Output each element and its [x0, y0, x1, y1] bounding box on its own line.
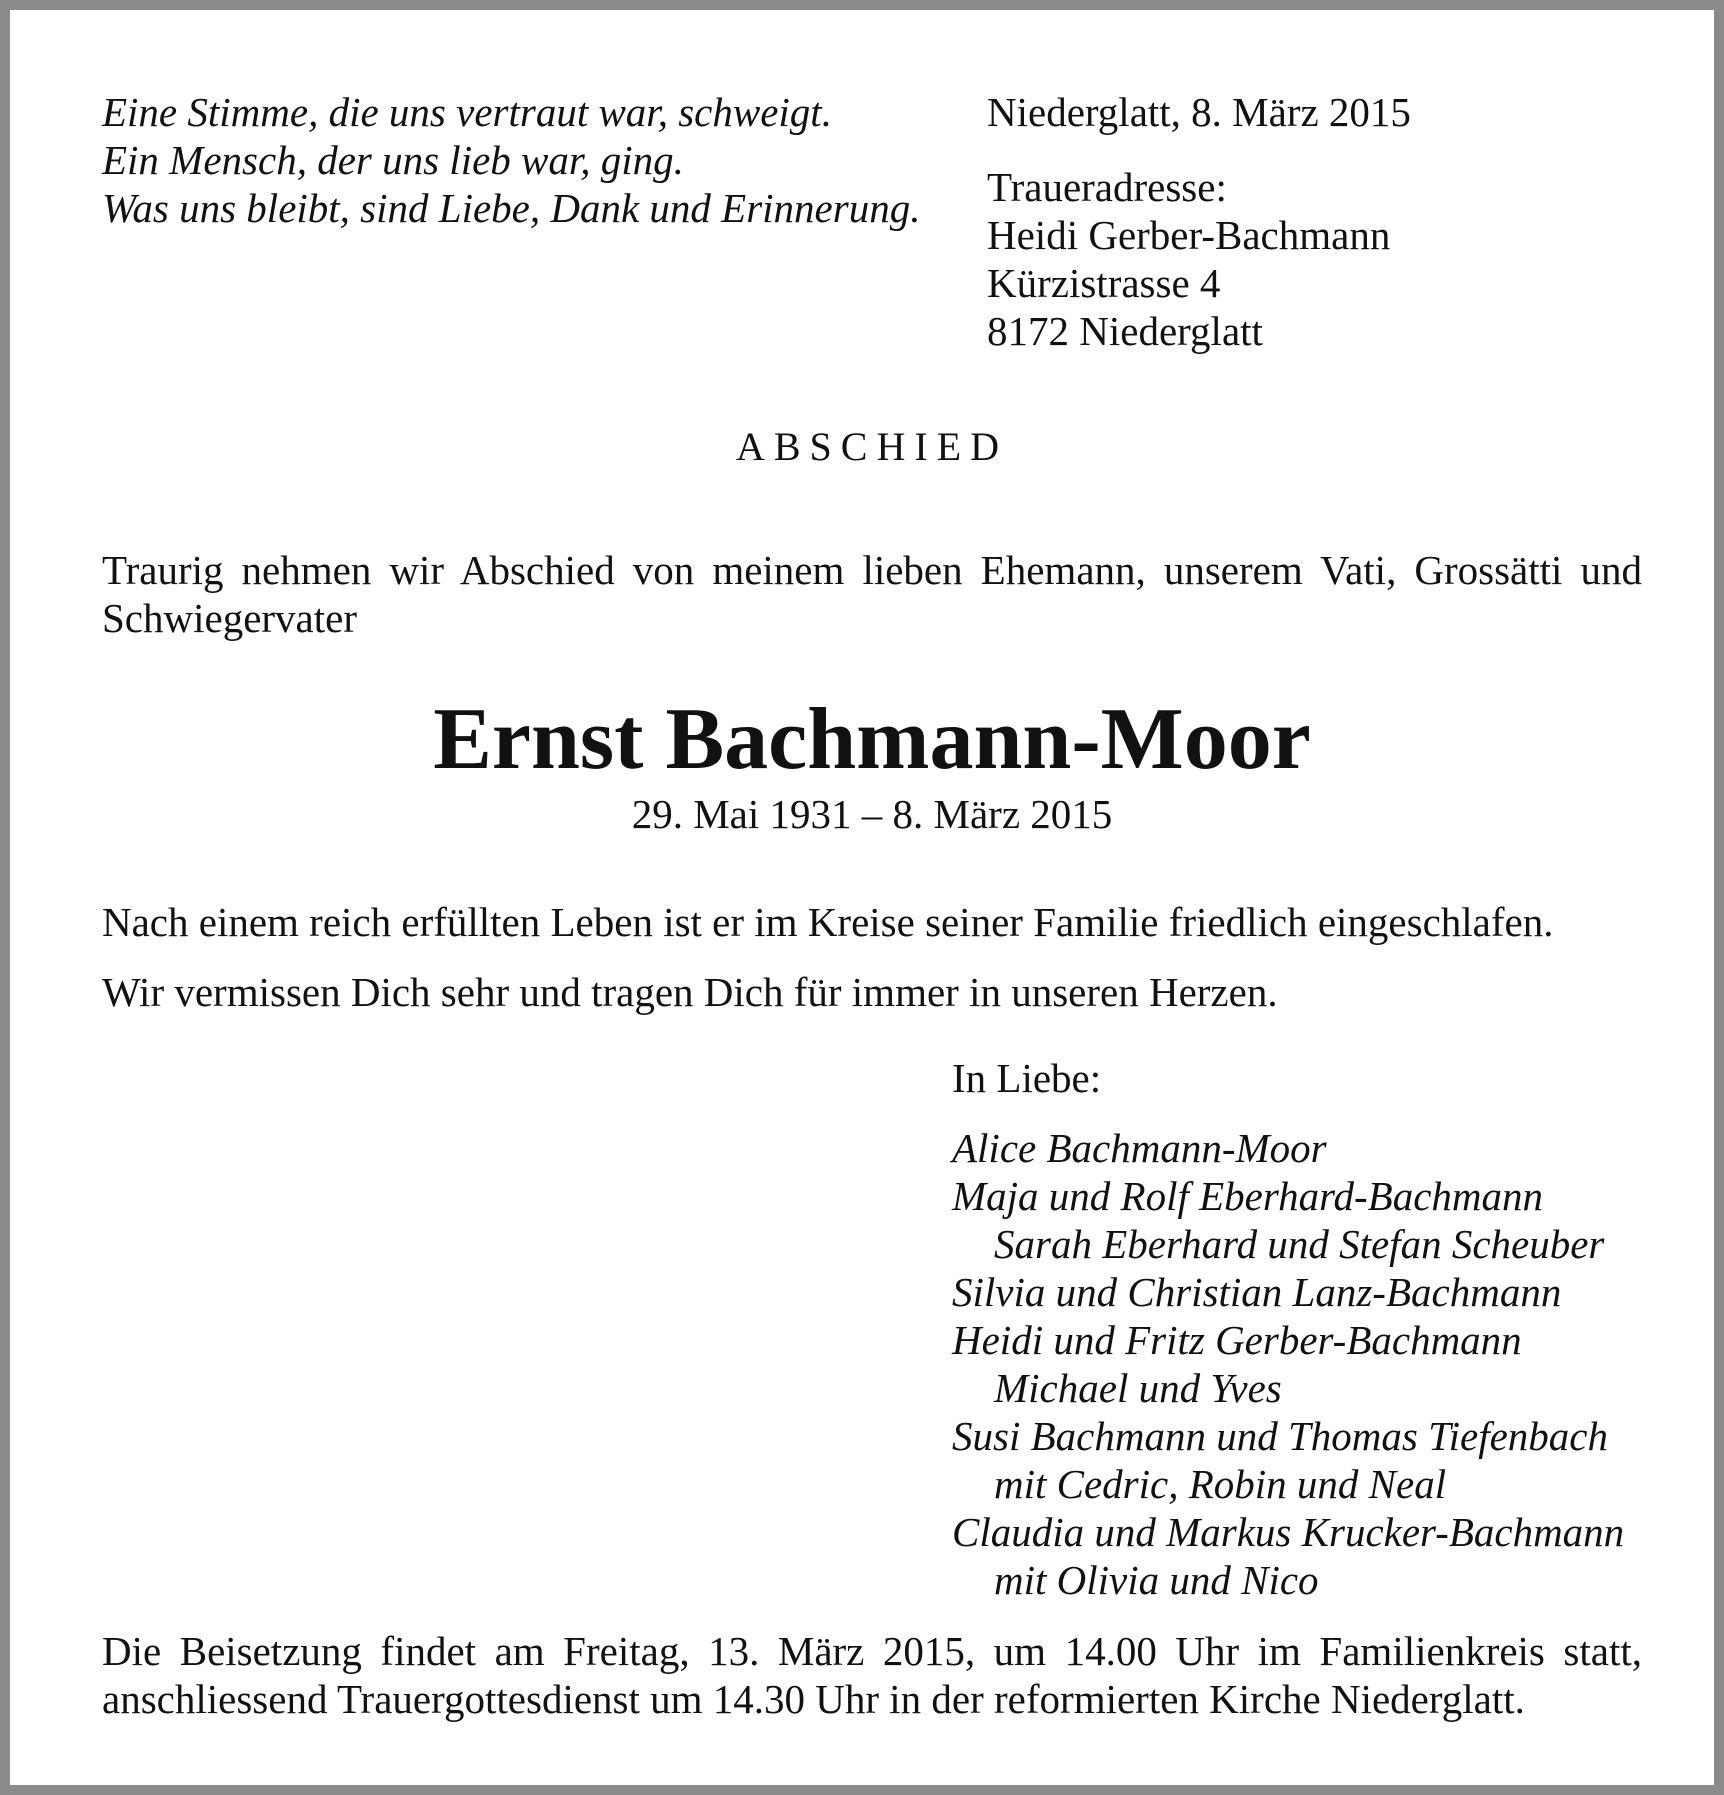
address-label: Traueradresse: — [987, 164, 1227, 210]
paragraph-life: Nach einem reich erfüllten Leben ist er im Kreise seiner Familie friedlich eingeschlafen. — [102, 899, 1554, 945]
mourner-line: mit Cedric, Robin und Neal — [994, 1461, 1447, 1507]
motto-line: Was uns bleibt, sind Liebe, Dank und Erinnerung. — [102, 185, 921, 231]
funeral-notice: Die Beisetzung findet am Freitag, 13. März 2015, um 14.00 Uhr im Familienkreis statt, anschliessend Trauergottesdienst um 14.30 Uhr in der reformierten Kirche Niederglatt. — [102, 1628, 1642, 1722]
address-name: Heidi Gerber-Bachmann — [987, 212, 1391, 258]
motto-line: Ein Mensch, der uns lieb war, ging. — [102, 137, 684, 183]
mourner-line: Sarah Eberhard und Stefan Scheuber — [994, 1221, 1605, 1267]
address-street: Kürzistrasse 4 — [987, 260, 1221, 306]
deceased-name: Ernst Bachmann-Moor — [433, 691, 1311, 788]
motto-verse — [102, 88, 982, 232]
place-date: Niederglatt, 8. März 2015 — [987, 89, 1411, 135]
paragraph-memory: Wir vermissen Dich sehr und tragen Dich für immer in unseren Herzen. — [102, 969, 1278, 1015]
motto-line: Eine Stimme, die uns vertraut war, schweigt. — [102, 89, 832, 135]
mourner-line: mit Olivia und Nico — [994, 1557, 1319, 1603]
mourner-line: Alice Bachmann-Moor — [952, 1125, 1327, 1171]
mourners-list — [952, 1124, 1624, 1604]
page-heading: ABSCHIED — [735, 424, 1009, 469]
address-city: 8172 Niederglatt — [987, 308, 1263, 354]
signoff-label: In Liebe: — [952, 1055, 1102, 1101]
mourner-line: Maja und Rolf Eberhard-Bachmann — [952, 1173, 1544, 1219]
deceased-lifespan: 29. Mai 1931 – 8. März 2015 — [631, 791, 1113, 837]
mourner-line: Silvia und Christian Lanz-Bachmann — [952, 1269, 1562, 1315]
intro-text: Traurig nehmen wir Abschied von meinem lieben Ehemann, unserem Vati, Grossätti und Schwiegervater — [102, 547, 1642, 641]
mourner-line: Claudia und Markus Krucker-Bachmann — [952, 1509, 1625, 1555]
mourning-address — [987, 163, 1390, 355]
mourner-line: Michael und Yves — [994, 1365, 1282, 1411]
mourner-line: Heidi und Fritz Gerber-Bachmann — [952, 1317, 1522, 1363]
mourner-line: Susi Bachmann und Thomas Tiefenbach — [952, 1413, 1608, 1459]
